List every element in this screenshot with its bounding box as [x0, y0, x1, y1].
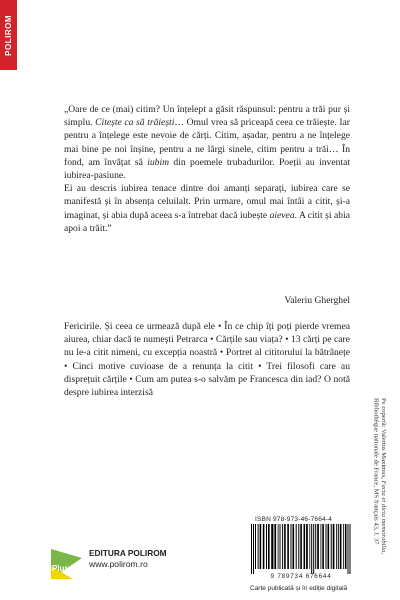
barcode-guard-bar	[313, 524, 314, 574]
barcode-bar	[280, 524, 281, 569]
barcode-bar	[271, 524, 273, 569]
barcode-bar	[317, 524, 319, 569]
barcode-bar	[274, 524, 276, 569]
publisher-block	[89, 548, 167, 570]
cover-credit-line-2: Bibliothèque nationale de France, MS français 43, f. 37	[372, 398, 380, 545]
barcode-bar	[268, 524, 270, 569]
digital-edition-note: Carte publicată și în ediție digitală	[250, 585, 348, 592]
barcode-bar	[306, 524, 308, 569]
barcode-number: 9 789734 676644	[270, 573, 332, 580]
barcode-guard-bar	[253, 524, 254, 574]
plural-logo-icon	[47, 546, 85, 582]
barcode-guard-bar	[311, 524, 312, 574]
barcode-bar	[304, 524, 306, 569]
barcode-bar	[322, 524, 324, 569]
barcode-bar	[260, 524, 262, 569]
barcode-bar	[287, 524, 289, 569]
barcode-bar	[258, 524, 259, 569]
barcode-bar	[309, 524, 310, 569]
barcode-icon	[248, 524, 354, 574]
quote-paragraph-2: Ei au descris iubirea tenace dintre doi amanți separați, iubirea care se manifestă și în absența celuilalt. Prin urmare, omul mai întâi a citit, și-a imaginat, și abia după aceea s-a întrebat dacă iubește aievea. A citit și abia apoi a trăit.”	[64, 183, 350, 234]
barcode-bar	[291, 524, 292, 569]
barcode-bar	[343, 524, 344, 569]
barcode-bar	[340, 524, 342, 569]
barcode-bar	[255, 524, 256, 569]
publisher-tab-label: POLIROM	[4, 14, 13, 56]
barcode-guard-bar	[348, 524, 349, 574]
barcode-bar	[284, 524, 286, 569]
isbn-label: ISBN 978-973-46-7664-4	[255, 516, 333, 523]
barcode-bar	[331, 524, 332, 569]
barcode-bar	[293, 524, 295, 569]
barcode-bar	[278, 524, 279, 569]
publisher-url[interactable]: www.polirom.ro	[89, 559, 148, 569]
barcode-bar	[300, 524, 302, 569]
quote-paragraph-1: „Oare de ce (mai) citim? Un înțelept a găsit răspunsul: pentru a trăi pur și simplu. Citește ca să trăiești… Omul vrea să priceapă ceea ce trăiește. Iar pentru a înțelege este nevoie de cărți. Citim, așadar, pentru a ne înțelege mai bine pe noi înșine, pentru a ne lărgi sinele, citim pentru a trăi… În fond, am învățat să iubim din poemele trubadurilor. Poeții au inventat iubirea-pasiune.	[64, 104, 350, 182]
publisher-name: EDITURA POLIROM	[89, 548, 167, 558]
barcode-bar	[336, 524, 337, 569]
cover-credit-line-1: Pe copertă: Valerius Maximus, Facta et dicta memorabilia,	[380, 398, 387, 555]
barcode-bar	[263, 524, 265, 569]
back-cover-quote	[64, 103, 350, 235]
barcode-bar	[296, 524, 297, 569]
logo-text: Plural	[52, 564, 75, 573]
barcode-bar	[326, 524, 327, 569]
barcode-bar	[315, 524, 316, 569]
barcode-bar	[321, 524, 322, 569]
barcode-guard-bar	[251, 524, 252, 574]
barcode-bar	[333, 524, 335, 569]
barcode-guard-bar	[350, 524, 351, 574]
barcode-bar	[282, 524, 283, 569]
publisher-tab	[0, 0, 17, 70]
barcode-bar	[345, 524, 347, 569]
contents-summary: Fericirile. Și ceea ce urmează după ele • În ce chip îți poți pierde vremea aiurea, chiar dacă te numești Petrarca • Cărțile sau viața? • 13 cărți pe care nu le-a citit nimeni, cu excepția noastră • Portret al cititorului la bătrânețe • Cinci motive cuvioase de a renunța la citit • Trei filosofi care au disprețuit cărțile • Cum am putea s-o salvăm pe Francesca din iad? O notă despre iubirea interzisă	[64, 321, 350, 399]
cover-credit	[373, 398, 387, 596]
barcode-bar	[298, 524, 299, 569]
quote-author: Valeriu Gherghel	[284, 295, 350, 306]
barcode-bar	[328, 524, 330, 569]
barcode-bar	[266, 524, 267, 569]
barcode-bar	[338, 524, 339, 569]
